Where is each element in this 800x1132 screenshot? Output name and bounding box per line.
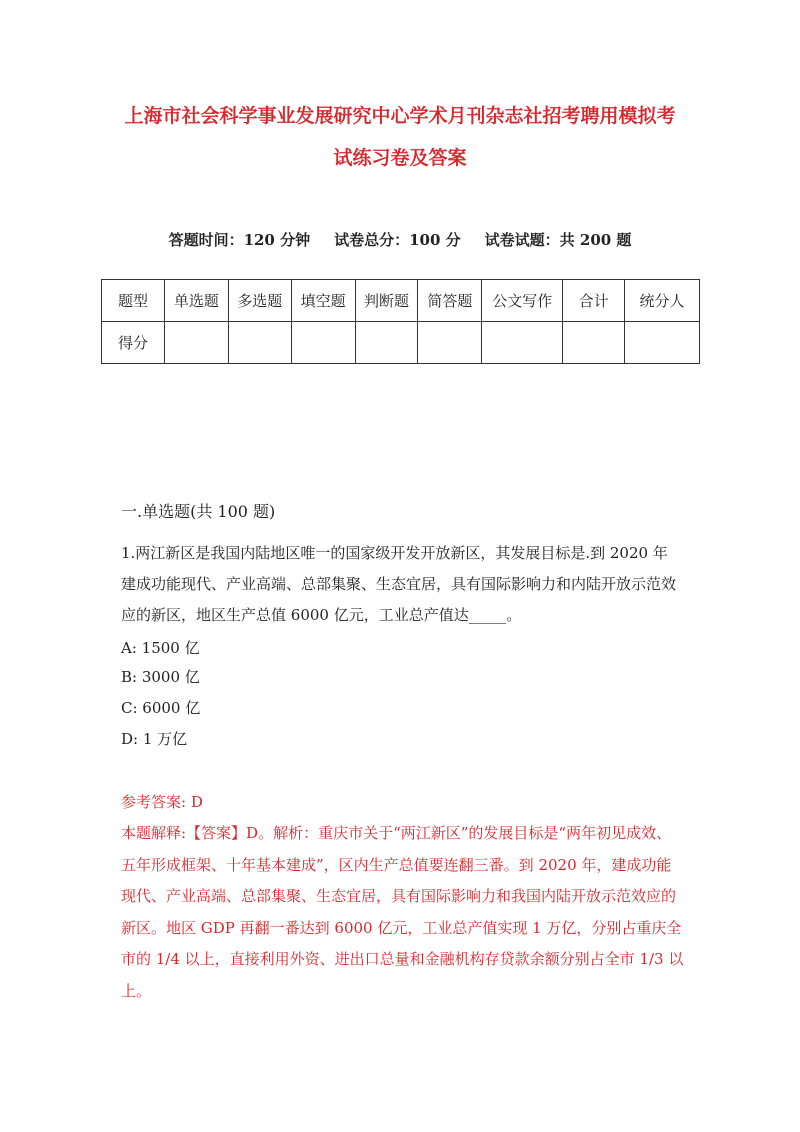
- score-table: [101, 279, 700, 364]
- reference-answer: 参考答案: D: [121, 793, 203, 811]
- exam-total-questions: 试卷试题：共 200 题: [484, 231, 632, 249]
- score-table-header-cell: 简答题: [418, 280, 482, 322]
- score-cell-short-answer: [418, 322, 482, 364]
- score-cell-single-choice: [164, 322, 228, 364]
- score-table-header-cell: 多选题: [228, 280, 291, 322]
- question-text: 1.两江新区是我国内陆地区唯一的国家级开发开放新区，其发展目标是.到 2020 年建成功能现代、产业高端、总部集聚、生态宜居，具有国际影响力和内陆开放示范效应的新区，地区生产总值 6000 亿元，工业总产值达_____。: [121, 544, 677, 624]
- score-cell-fill-blank: [291, 322, 355, 364]
- score-cell-multiple-choice: [228, 322, 291, 364]
- score-table-header-row: [102, 280, 700, 322]
- exam-meta: [100, 229, 700, 251]
- document-title-line-1: 上海市社会科学事业发展研究中心学术月刊杂志社招考聘用模拟考: [124, 105, 676, 127]
- option-b: B: 3000 亿: [121, 668, 200, 686]
- score-table-header-cell: 统分人: [625, 280, 700, 322]
- exam-time: 答题时间：120 分钟: [168, 231, 311, 249]
- score-row-label: 得分: [102, 322, 165, 364]
- score-cell-scorer: [625, 322, 700, 364]
- exam-total-score: 试卷总分：100 分: [334, 231, 461, 249]
- option-a: A: 1500 亿: [121, 639, 200, 657]
- score-table-header-cell: 单选题: [164, 280, 228, 322]
- document-title-line-2: 试练习卷及答案: [333, 147, 467, 169]
- score-cell-official-writing: [482, 322, 563, 364]
- score-cell-total: [563, 322, 625, 364]
- option-d: D: 1 万亿: [121, 730, 188, 748]
- option-c: C: 6000 亿: [121, 699, 201, 717]
- score-cell-true-false: [355, 322, 418, 364]
- score-table-score-row: [102, 322, 700, 364]
- score-table-header-cell: 填空题: [291, 280, 355, 322]
- score-table-header-cell: 题型: [102, 280, 165, 322]
- score-table-header-cell: 公文写作: [482, 280, 563, 322]
- score-table-header-cell: 判断题: [355, 280, 418, 322]
- score-table-header-cell: 合计: [563, 280, 625, 322]
- section-title: 一.单选题(共 100 题): [121, 502, 276, 521]
- answer-explanation: 本题解释:【答案】D。解析：重庆市关于“两江新区”的发展目标是“两年初见成效、五年形成框架、十年基本建成”，区内生产总值要连翻三番。到 2020 年，建成功能现代、产业高端、总部集聚、生态宜居，具有国际影响力和我国内陆开放示范效应的新区。地区 GDP 再翻一番达到 6000 亿元，工业总产值实现 1 万亿，分别占重庆全市的 1/4 以上，直接利用外资、进出口总量和金融机构存贷款余额分别占全市 1/3 以上。: [121, 824, 684, 1000]
